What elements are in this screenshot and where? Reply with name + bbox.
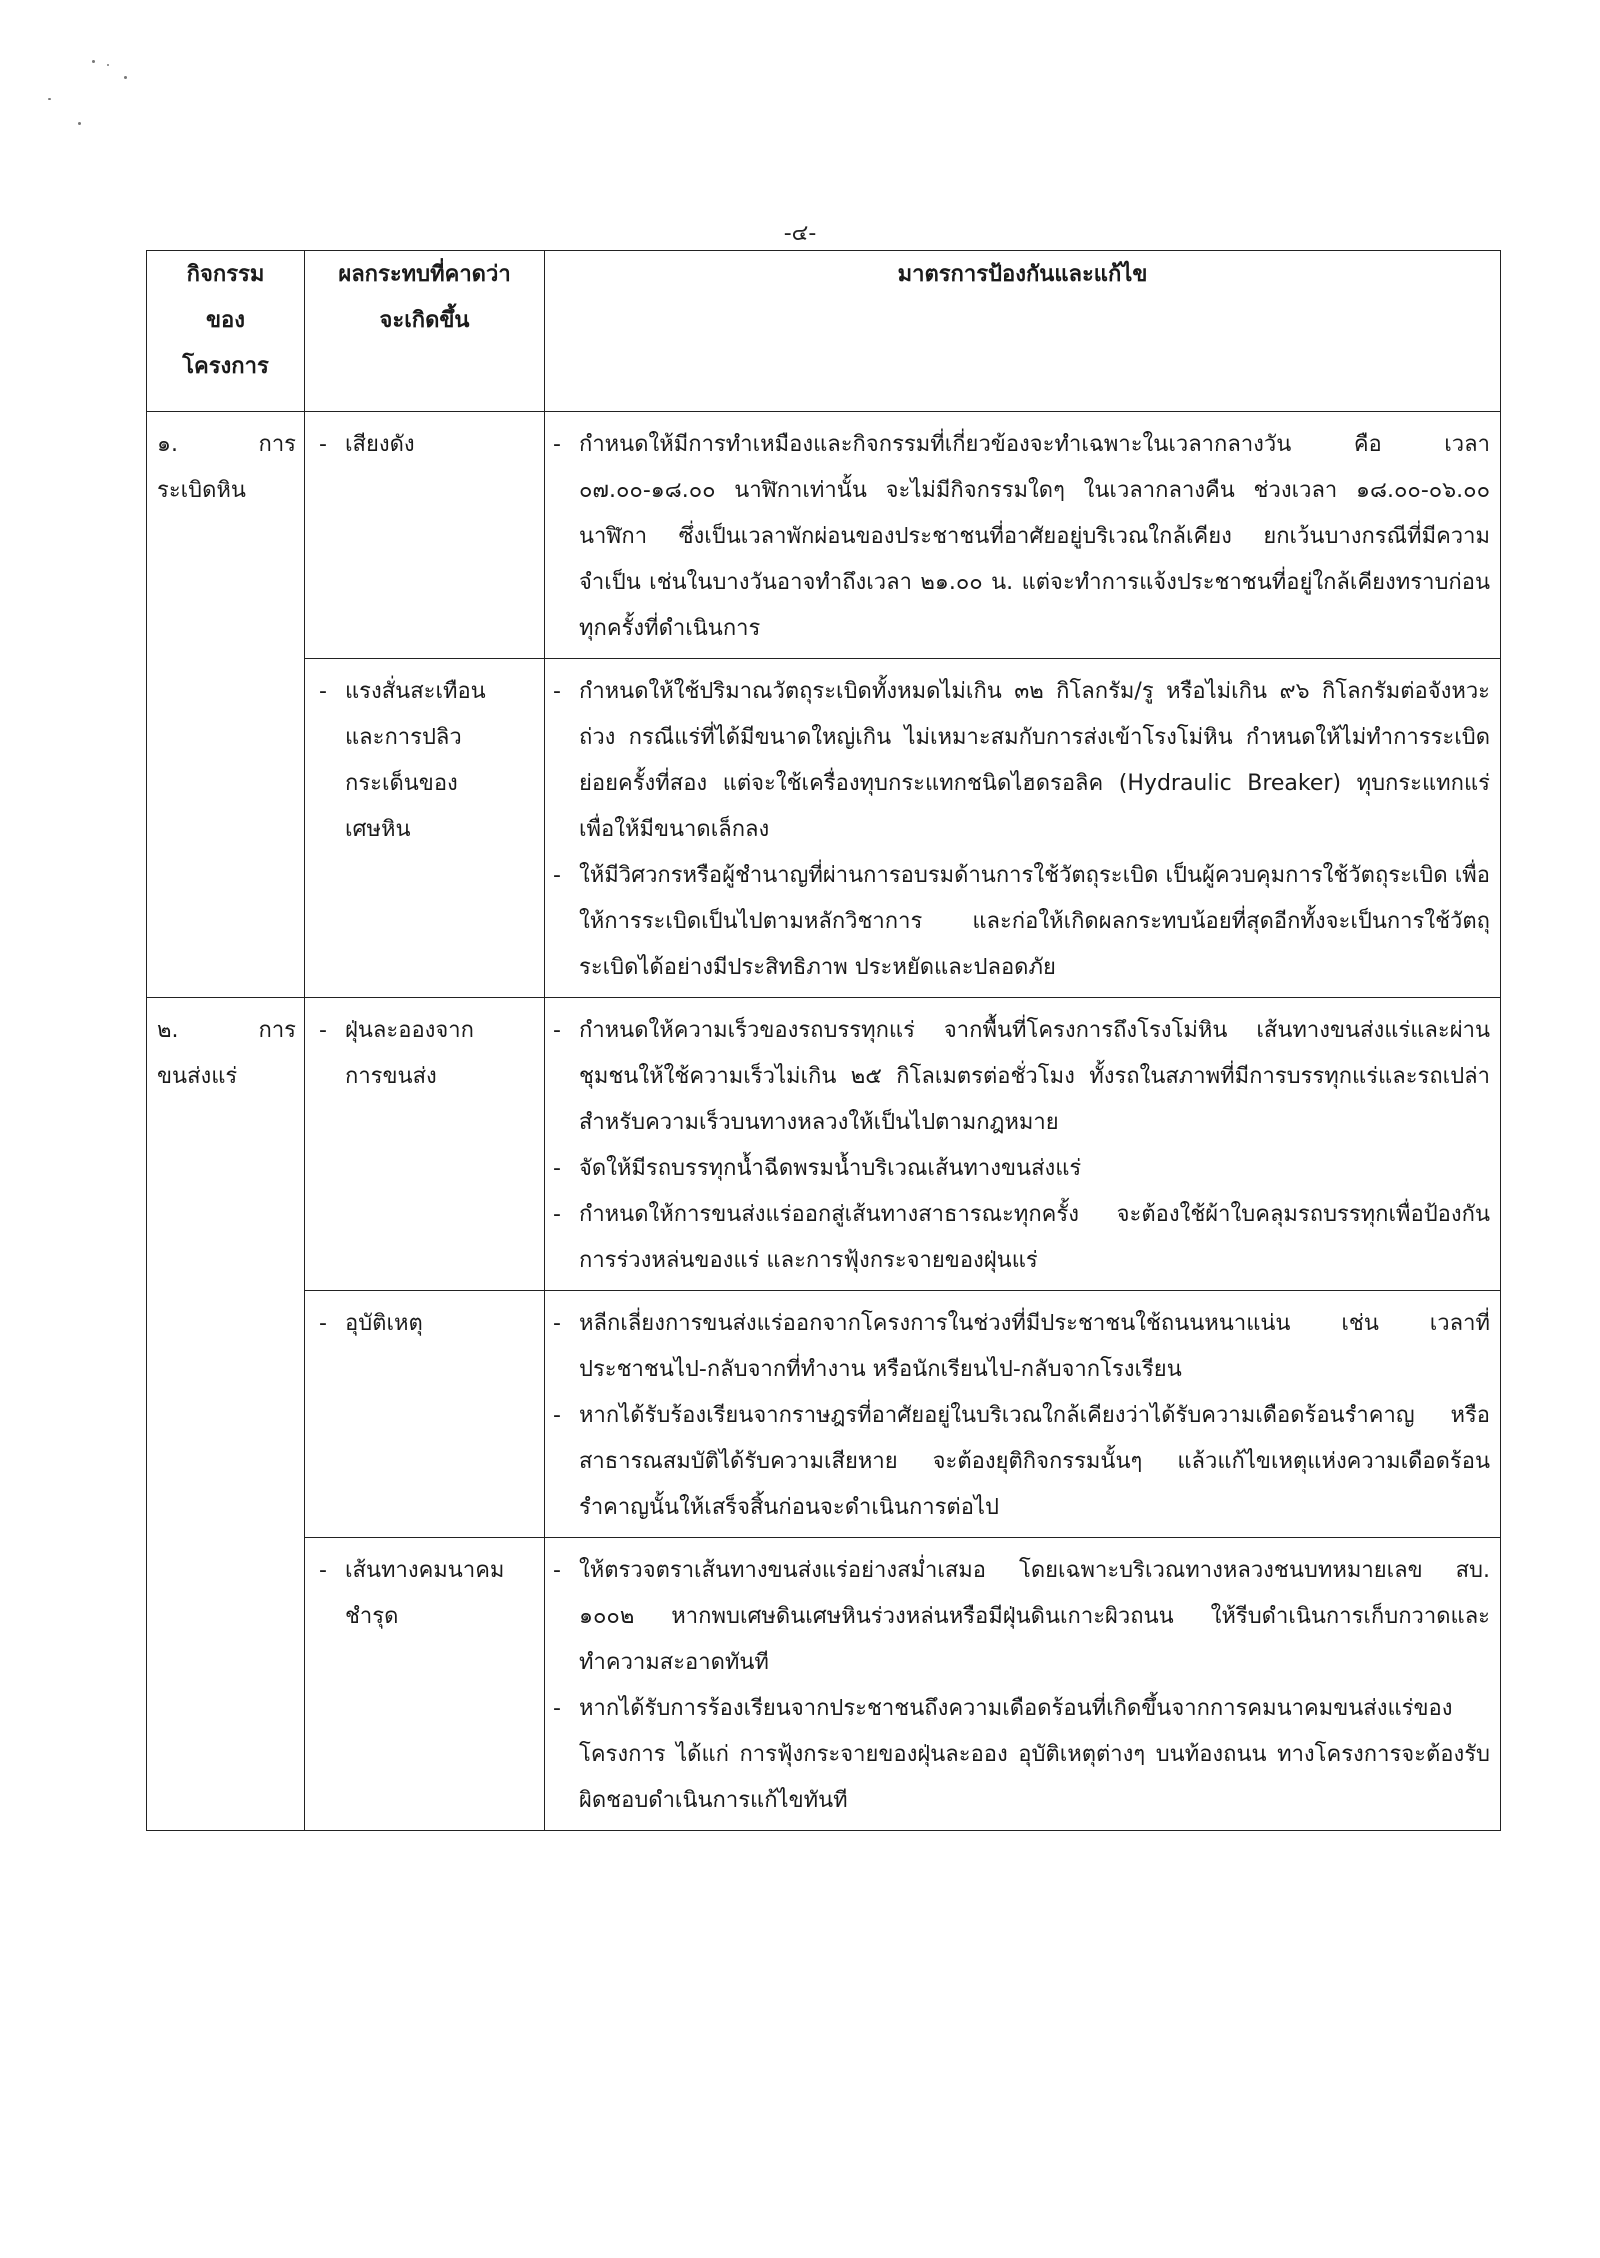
measure-item: - ให้ตรวจตราเส้นทางขนส่งแร่อย่างสม่ำเสมอ โดยเฉพาะบริเวณทางหลวงชนบทหมายเลข สบ. ๑๐๐๒ หากพบเศษดินเศษหินร่วงหล่นหรือมีฝุ่นดินเกาะผิวถนน ให้รีบดำเนินการเก็บกวาดและทำความสะอาดทันที [553,1558,1490,1675]
activity-number: ๒. [157,1018,179,1043]
activity-title-first: การ [258,1018,296,1043]
activity-title-rest: ระเบิดหิน [157,478,246,503]
measures-table [146,250,1501,1831]
measures-cell [545,659,1501,998]
measure-item: - ให้มีวิศวกรหรือผู้ชำนาญที่ผ่านการอบรมด้านการใช้วัตถุระเบิด เป็นผู้ควบคุมการใช้วัตถุระเบิด เพื่อให้การระเบิดเป็นไปตามหลักวิชาการ และก่อให้เกิดผลกระทบน้อยที่สุดอีกทั้งจะเป็นการใช้วัตถุระเบิดได้อย่างมีประสิทธิภาพ ประหยัดและปลอดภัย [553,863,1490,980]
measure-item: - หลีกเลี่ยงการขนส่งแร่ออกจากโครงการในช่วงที่มีประชาชนใช้ถนนหนาแน่น เช่น เวลาที่ประชาชนไป-กลับจากที่ทำงาน หรือนักเรียนไป-กลับจากโรงเรียน [553,1311,1490,1382]
activity-cell [147,412,305,998]
impact-cell: - เสียงดัง [305,412,545,659]
impact-cell: - ฝุ่นละอองจาก การขนส่ง [305,998,545,1291]
measure-item: - กำหนดให้ใช้ปริมาณวัตถุระเบิดทั้งหมดไม่เกิน ๓๒ กิโลกรัม/รู หรือไม่เกิน ๙๖ กิโลกรัมต่อจังหวะถ่วง กรณีแร่ที่ได้มีขนาดใหญ่เกิน ไม่เหมาะสมกับการส่งเข้าโรงโม่หิน กำหนดให้ไม่ทำการระเบิดย่อยครั้งที่สอง แต่จะใช้เครื่องทุบกระแทกชนิดไฮดรอลิค (Hydraulic Breaker) ทุบกระแทกแร่เพื่อให้มีขนาดเล็กลง [553,679,1490,842]
activity-title-rest: ขนส่งแร่ [157,1064,238,1089]
impact-label: แรงสั่นสะเทือน [345,679,486,704]
measures-cell [545,412,1501,659]
measure-item: - หากได้รับการร้องเรียนจากประชาชนถึงความเดือดร้อนที่เกิดขึ้นจากการคมนาคมขนส่งแร่ของโครงการ ได้แก่ การฟุ้งกระจายของฝุ่นละออง อุบัติเหตุต่างๆ บนท้องถนน ทางโครงการจะต้องรับผิดชอบดำเนินการแก้ไขทันที [553,1696,1490,1813]
measure-item: - หากได้รับร้องเรียนจากราษฎรที่อาศัยอยู่ในบริเวณใกล้เคียงว่าได้รับความเดือดร้อนรำคาญ หรือสาธารณสมบัติได้รับความเสียหาย จะต้องยุติกิจกรรมนั้นๆ แล้วแก้ไขเหตุแห่งความเดือดร้อนรำคาญนั้นให้เสร็จสิ้นก่อนจะดำเนินการต่อไป [553,1403,1490,1520]
impact-label: อุบัติเหตุ [345,1311,423,1336]
table-header-row [147,251,1501,412]
page-number: -๔- [783,221,817,246]
impact-cell: - เส้นทางคมนาคม ชำรุด [305,1538,545,1831]
impact-label: เส้นทางคมนาคม [345,1558,505,1583]
header-measures: มาตรการป้องกันและแก้ไข [545,251,1501,412]
impact-cell: - แรงสั่นสะเทือน และการปลิว กระเด็นของ เศษหิน [305,659,545,998]
measure-item: - กำหนดให้การขนส่งแร่ออกสู่เส้นทางสาธารณะทุกครั้ง จะต้องใช้ผ้าใบคลุมรถบรรทุกเพื่อป้องกันการร่วงหล่นของแร่ และการฟุ้งกระจายของฝุ่นแร่ [553,1202,1490,1273]
table-row [147,659,1501,998]
measures-cell [545,1538,1501,1831]
activity-cell [147,998,305,1831]
table-row [147,1538,1501,1831]
impact-cell: - อุบัติเหตุ [305,1291,545,1538]
measures-cell [545,998,1501,1291]
header-impact: ผลกระทบที่คาดว่า จะเกิดขึ้น [305,251,545,412]
scan-specks [40,50,160,140]
activity-title-first: การ [258,432,296,457]
impact-label: เสียงดัง [345,432,415,457]
measure-item: - กำหนดให้ความเร็วของรถบรรทุกแร่ จากพื้นที่โครงการถึงโรงโม่หิน เส้นทางขนส่งแร่และผ่านชุมชนให้ใช้ความเร็วไม่เกิน ๒๕ กิโลเมตรต่อชั่วโมง ทั้งรถในสภาพที่มีการบรรทุกแร่และรถเปล่า สำหรับความเร็วบนทางหลวงให้เป็นไปตามกฎหมาย [553,1018,1490,1135]
table-row [147,998,1501,1291]
measure-item: - กำหนดให้มีการทำเหมืองและกิจกรรมที่เกี่ยวข้องจะทำเฉพาะในเวลากลางวัน คือ เวลา ๐๗.๐๐-๑๘.๐๐ นาฬิกาเท่านั้น จะไม่มีกิจกรรมใดๆ ในเวลากลางคืน ช่วงเวลา ๑๘.๐๐-๐๖.๐๐ นาฬิกา ซึ่งเป็นเวลาพักผ่อนของประชาชนที่อาศัยอยู่บริเวณใกล้เคียง ยกเว้นบางกรณีที่มีความจำเป็น เช่นในบางวันอาจทำถึงเวลา ๒๑.๐๐ น. แต่จะทำการแจ้งประชาชนที่อยู่ใกล้เคียงทราบก่อนทุกครั้งที่ดำเนินการ [553,432,1490,641]
table-row [147,1291,1501,1538]
impact-label: ฝุ่นละอองจาก [345,1018,474,1043]
measure-item: - จัดให้มีรถบรรทุกน้ำฉีดพรมน้ำบริเวณเส้นทางขนส่งแร่ [553,1156,1082,1181]
table-row [147,412,1501,659]
activity-number: ๑. [157,432,178,457]
header-activity: กิจกรรม ของ โครงการ [147,251,305,412]
measures-cell [545,1291,1501,1538]
